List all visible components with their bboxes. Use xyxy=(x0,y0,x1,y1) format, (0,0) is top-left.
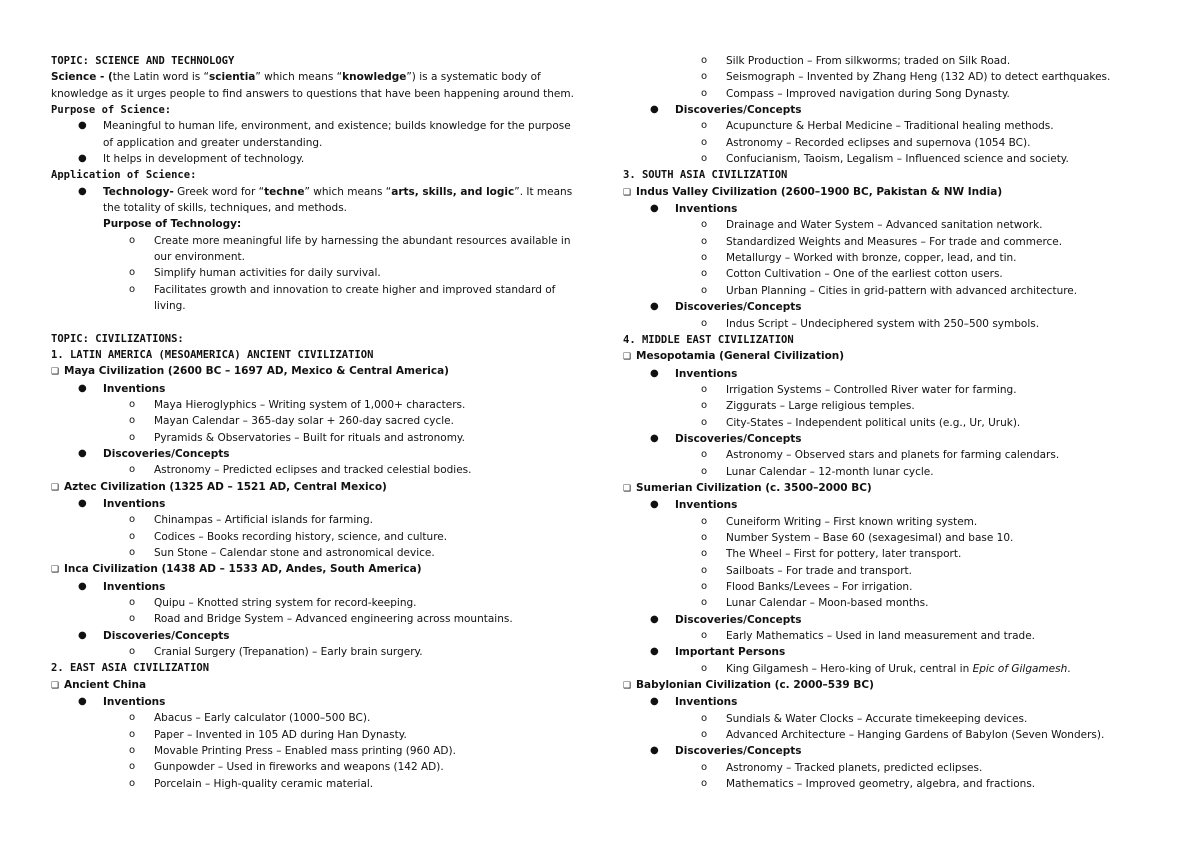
circle-bullet-icon: o xyxy=(701,761,708,773)
civilization-title: ❑ Babylonian Civilization (c. 2000–539 BC) xyxy=(623,677,1163,694)
circle-bullet-icon: o xyxy=(129,464,136,476)
civilization-title: ❑ Aztec Civilization (1325 AD – 1521 AD, Central Mexico) xyxy=(51,479,581,496)
list-item: o Movable Printing Press – Enabled mass printing (960 AD). xyxy=(51,743,581,759)
list-item: o Drainage and Water System – Advanced sanitation network. xyxy=(623,217,1163,233)
subheading: ● Discoveries/Concepts xyxy=(623,431,1163,447)
subheading: ● Discoveries/Concepts xyxy=(623,612,1163,628)
circle-bullet-icon: o xyxy=(701,662,708,674)
circle-bullet-icon: o xyxy=(129,267,136,279)
list-item: ● It helps in development of technology. xyxy=(51,151,581,167)
list-item: o Confucianism, Taoism, Legalism – Influenced science and society. xyxy=(623,151,1163,167)
list-item: o Cuneiform Writing – First known writing system. xyxy=(623,514,1163,530)
section-heading: 2. EAST ASIA CIVILIZATION xyxy=(51,662,210,675)
list-item: o Cotton Cultivation – One of the earliest cotton users. xyxy=(623,266,1163,282)
list-item: o Standardized Weights and Measures – For trade and commerce. xyxy=(623,234,1163,250)
list-item: o Seismograph – Invented by Zhang Heng (132 AD) to detect earthquakes. xyxy=(623,69,1163,85)
circle-bullet-icon: o xyxy=(129,597,136,608)
circle-bullet-icon: o xyxy=(129,646,136,658)
list-item: o Lunar Calendar – Moon-based months. xyxy=(623,595,1163,611)
list-item: o Metallurgy – Worked with bronze, copper, lead, and tin. xyxy=(623,250,1163,266)
list-item: o Flood Banks/Levees – For irrigation. xyxy=(623,579,1163,595)
topic-science-heading: TOPIC: SCIENCE AND TECHNOLOGY xyxy=(51,55,235,67)
list-item: o Urban Planning – Cities in grid-pattern with advanced architecture. xyxy=(623,283,1163,299)
circle-bullet-icon: o xyxy=(701,268,708,280)
circle-bullet-icon: o xyxy=(129,728,136,740)
list-item: o Codices – Books recording history, science, and culture. xyxy=(51,529,581,545)
list-item: o Mathematics – Improved geometry, algebra, and fractions. xyxy=(623,776,1163,792)
circle-bullet-icon: o xyxy=(701,219,708,231)
list-item: o Create more meaningful life by harnessing the abundant resources available in xyxy=(51,233,581,249)
circle-bullet-icon: o xyxy=(701,515,708,527)
subheading: ● Inventions xyxy=(623,694,1163,710)
subheading: ● Discoveries/Concepts xyxy=(623,743,1163,759)
left-column xyxy=(51,53,581,792)
circle-bullet-icon: o xyxy=(701,597,708,609)
subheading: ● Discoveries/Concepts xyxy=(51,628,581,644)
bullet-icon: ● xyxy=(78,185,87,197)
list-item: o Sundials & Water Clocks – Accurate timekeeping devices. xyxy=(623,711,1163,727)
circle-bullet-icon: o xyxy=(701,712,708,724)
list-item: o The Wheel – First for pottery, later transport. xyxy=(623,546,1163,562)
circle-bullet-icon: o xyxy=(129,234,136,246)
circle-bullet-icon: o xyxy=(701,729,708,741)
subheading: ● Inventions xyxy=(51,694,581,710)
circle-bullet-icon: o xyxy=(701,564,708,576)
square-bullet-icon: ❑ xyxy=(51,482,60,493)
list-item: o Silk Production – From silkworms; traded on Silk Road. xyxy=(623,53,1163,69)
list-item: o Quipu – Knotted string system for record-keeping. xyxy=(51,595,581,611)
list-item: o Road and Bridge System – Advanced engineering across mountains. xyxy=(51,611,581,627)
science-definition-line2: knowledge as it urges people to find answers to questions that have been happening around them. xyxy=(51,87,574,100)
circle-bullet-icon: o xyxy=(701,55,708,66)
bullet-icon: ● xyxy=(78,696,87,708)
bullet-icon: ● xyxy=(78,153,87,165)
square-bullet-icon: ❑ xyxy=(51,565,60,576)
list-item: o Chinampas – Artificial islands for farming. xyxy=(51,512,581,528)
purpose-of-science-heading: Purpose of Science: xyxy=(51,104,172,117)
circle-bullet-icon: o xyxy=(129,745,136,757)
circle-bullet-icon: o xyxy=(701,120,708,132)
list-item: o Cranial Surgery (Trepanation) – Early brain surgery. xyxy=(51,644,581,660)
list-item: o Simplify human activities for daily survival. xyxy=(51,265,581,281)
circle-bullet-icon: o xyxy=(129,546,136,558)
circle-bullet-icon: o xyxy=(701,136,708,148)
circle-bullet-icon: o xyxy=(701,531,708,543)
bullet-icon: ● xyxy=(650,104,659,116)
list-item: o Sun Stone – Calendar stone and astronomical device. xyxy=(51,545,581,561)
subheading: ● Inventions xyxy=(623,366,1163,382)
square-bullet-icon: ❑ xyxy=(51,680,60,691)
circle-bullet-icon: o xyxy=(701,581,708,592)
civilization-title: ❑ Maya Civilization (2600 BC – 1697 AD, Mexico & Central America) xyxy=(51,363,581,380)
bullet-icon: ● xyxy=(78,497,87,509)
bullet-icon: ● xyxy=(650,432,659,444)
circle-bullet-icon: o xyxy=(701,71,708,83)
circle-bullet-icon: o xyxy=(701,778,708,790)
circle-bullet-icon: o xyxy=(129,530,136,542)
subheading: ● Important Persons xyxy=(623,644,1163,660)
circle-bullet-icon: o xyxy=(129,777,136,789)
circle-bullet-icon: o xyxy=(701,383,708,395)
application-of-science-heading: Application of Science: xyxy=(51,169,197,182)
civilization-title: ❑ Mesopotamia (General Civilization) xyxy=(623,348,1163,365)
list-item: ● Meaningful to human life, environment, and existence; builds knowledge for the purpose xyxy=(51,118,581,134)
subheading: ● Discoveries/Concepts xyxy=(623,299,1163,315)
subheading: ● Inventions xyxy=(51,579,581,595)
list-item: o Advanced Architecture – Hanging Gardens of Babylon (Seven Wonders). xyxy=(623,727,1163,743)
list-item: o Pyramids & Observatories – Built for rituals and astronomy. xyxy=(51,430,581,446)
subheading: ● Inventions xyxy=(623,497,1163,513)
list-item: o Sailboats – For trade and transport. xyxy=(623,563,1163,579)
subheading: ● Discoveries/Concepts xyxy=(51,446,581,462)
civilization-title: ❑ Indus Valley Civilization (2600–1900 BC, Pakistan & NW India) xyxy=(623,184,1163,201)
square-bullet-icon: ❑ xyxy=(51,367,60,378)
technology-definition-line2: the totality of skills, techniques, and methods. xyxy=(103,202,348,215)
bullet-icon: ● xyxy=(650,613,659,625)
bullet-icon: ● xyxy=(78,629,87,641)
right-column xyxy=(623,53,1163,792)
bullet-icon: ● xyxy=(650,301,659,313)
civilization-title: ❑ Inca Civilization (1438 AD – 1533 AD, Andes, South America) xyxy=(51,561,581,578)
bullet-icon: ● xyxy=(78,382,87,394)
square-bullet-icon: ❑ xyxy=(623,681,632,692)
topic-civilizations-heading: TOPIC: CIVILIZATIONS: xyxy=(51,332,184,345)
circle-bullet-icon: o xyxy=(701,548,708,560)
circle-bullet-icon: o xyxy=(129,283,136,295)
circle-bullet-icon: o xyxy=(701,284,708,296)
list-item: o Ziggurats – Large religious temples. xyxy=(623,398,1163,414)
bullet-icon: ● xyxy=(650,499,659,511)
science-definition: Science - (the Latin word is “scientia” which means “knowledge”) is a systematic body of xyxy=(51,71,541,84)
circle-bullet-icon: o xyxy=(701,87,708,99)
list-item: o Astronomy – Tracked planets, predicted eclipses. xyxy=(623,760,1163,776)
bullet-icon: ● xyxy=(650,646,659,658)
list-item: o Abacus – Early calculator (1000–500 BC). xyxy=(51,710,581,726)
bullet-icon: ● xyxy=(78,447,87,459)
bullet-icon: ● xyxy=(650,367,659,379)
technology-definition: ● Technology- Greek word for “techne” which means “arts, skills, and logic”. It means xyxy=(51,184,581,200)
list-item: o Lunar Calendar – 12-month lunar cycle. xyxy=(623,464,1163,480)
circle-bullet-icon: o xyxy=(701,252,708,264)
square-bullet-icon: ❑ xyxy=(623,187,632,198)
circle-bullet-icon: o xyxy=(701,317,708,329)
circle-bullet-icon: o xyxy=(701,465,708,477)
bullet-icon: ● xyxy=(650,745,659,757)
list-item: o Porcelain – High-quality ceramic material. xyxy=(51,776,581,792)
list-item-continued: living. xyxy=(154,300,186,313)
list-item-continued: our environment. xyxy=(154,251,245,264)
list-item: o Paper – Invented in 105 AD during Han Dynasty. xyxy=(51,727,581,743)
bullet-icon: ● xyxy=(650,203,659,215)
circle-bullet-icon: o xyxy=(701,416,708,428)
bullet-icon: ● xyxy=(78,120,87,132)
list-item: o King Gilgamesh – Hero-king of Uruk, central in Epic of Gilgamesh. xyxy=(623,661,1163,677)
subheading: ● Inventions xyxy=(51,381,581,397)
circle-bullet-icon: o xyxy=(129,514,136,526)
circle-bullet-icon: o xyxy=(129,415,136,427)
list-item: o Maya Hieroglyphics – Writing system of 1,000+ characters. xyxy=(51,397,581,413)
circle-bullet-icon: o xyxy=(129,761,136,773)
list-item: o Facilitates growth and innovation to create higher and improved standard of xyxy=(51,282,581,298)
section-heading: 1. LATIN AMERICA (MESOAMERICA) ANCIENT CIVILIZATION xyxy=(51,348,374,361)
civilization-title: ❑ Sumerian Civilization (c. 3500–2000 BC) xyxy=(623,480,1163,497)
circle-bullet-icon: o xyxy=(701,153,708,165)
circle-bullet-icon: o xyxy=(701,400,708,412)
circle-bullet-icon: o xyxy=(129,431,136,443)
list-item-continued: of application and greater understanding. xyxy=(103,136,323,149)
list-item: o Astronomy – Recorded eclipses and supernova (1054 BC). xyxy=(623,135,1163,151)
list-item: o City-States – Independent political units (e.g., Ur, Uruk). xyxy=(623,415,1163,431)
list-item: o Indus Script – Undeciphered system with 250–500 symbols. xyxy=(623,316,1163,332)
list-item: o Compass – Improved navigation during Song Dynasty. xyxy=(623,86,1163,102)
list-item: o Gunpowder – Used in fireworks and weapons (142 AD). xyxy=(51,759,581,775)
list-item: o Astronomy – Observed stars and planets for farming calendars. xyxy=(623,447,1163,463)
circle-bullet-icon: o xyxy=(701,449,708,461)
circle-bullet-icon: o xyxy=(701,630,708,642)
list-item: o Irrigation Systems – Controlled River water for farming. xyxy=(623,382,1163,398)
bullet-icon: ● xyxy=(78,580,87,592)
circle-bullet-icon: o xyxy=(129,613,136,625)
circle-bullet-icon: o xyxy=(701,235,708,247)
purpose-of-technology-heading: Purpose of Technology: xyxy=(103,218,242,231)
list-item: o Mayan Calendar – 365-day solar + 260-day sacred cycle. xyxy=(51,413,581,429)
civilization-title: ❑ Ancient China xyxy=(51,677,581,694)
list-item: o Number System – Base 60 (sexagesimal) and base 10. xyxy=(623,530,1163,546)
circle-bullet-icon: o xyxy=(129,398,136,410)
section-heading: 3. SOUTH ASIA CIVILIZATION xyxy=(623,169,788,182)
square-bullet-icon: ❑ xyxy=(623,352,632,363)
subheading: ● Discoveries/Concepts xyxy=(623,102,1163,118)
list-item: o Early Mathematics – Used in land measurement and trade. xyxy=(623,628,1163,644)
bullet-icon: ● xyxy=(650,696,659,708)
square-bullet-icon: ❑ xyxy=(623,483,632,494)
subheading: ● Inventions xyxy=(623,201,1163,217)
section-heading: 4. MIDDLE EAST CIVILIZATION xyxy=(623,333,794,346)
circle-bullet-icon: o xyxy=(129,712,136,724)
subheading: ● Inventions xyxy=(51,496,581,512)
list-item: o Astronomy – Predicted eclipses and tracked celestial bodies. xyxy=(51,462,581,478)
list-item: o Acupuncture & Herbal Medicine – Traditional healing methods. xyxy=(623,118,1163,134)
